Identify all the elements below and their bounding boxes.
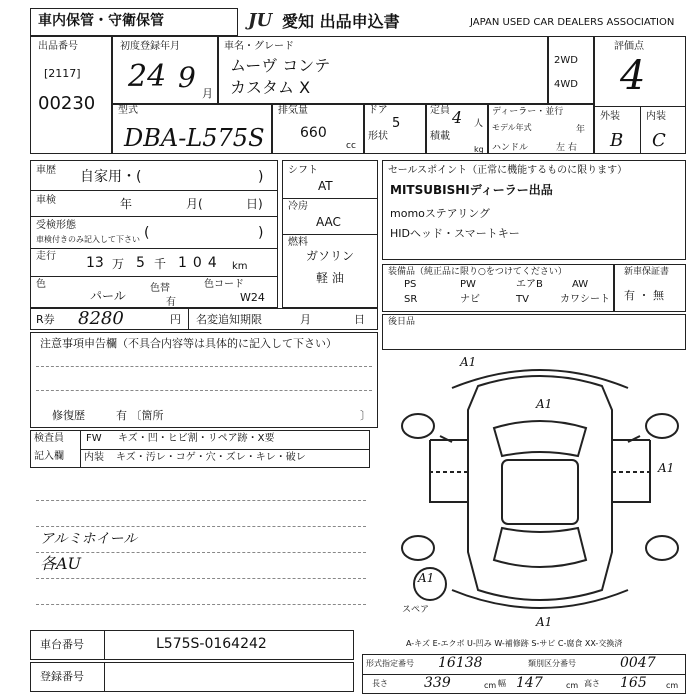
displacement-label: 排気量 xyxy=(278,105,308,116)
recycle-divider xyxy=(188,308,189,330)
ju-logo: JU xyxy=(248,10,273,31)
equipment-item: PW xyxy=(460,279,476,290)
hand-dash-5 xyxy=(36,604,366,605)
notes-label: 注意事項申告欄（不具合内容等は具体的に記入して下さい） xyxy=(40,337,337,350)
chassis-divider xyxy=(104,630,105,660)
first-reg-year: 24 xyxy=(128,59,167,94)
inspection-label: 車検 xyxy=(36,195,56,206)
later-docs-box xyxy=(382,314,686,350)
capacity-label: 定員 xyxy=(430,105,450,116)
rating-int-label: 内装 xyxy=(646,111,666,122)
name-change-month: 月 xyxy=(300,313,311,326)
int-items: キズ・汚レ・コゲ・穴・ズレ・キレ・破レ xyxy=(116,452,306,463)
diag-mark-rear: A1 xyxy=(536,615,553,629)
shift-rule xyxy=(282,198,378,199)
plate-divider xyxy=(104,662,105,692)
warranty-value: 有 ・ 無 xyxy=(624,289,664,302)
mileage-label: 走行 xyxy=(36,251,56,262)
rating-value: 4 xyxy=(620,53,646,99)
first-reg-month-unit: 月 xyxy=(202,87,213,100)
mileage-u1: 万 xyxy=(112,257,125,271)
length-unit: cm xyxy=(484,681,497,690)
equipment-item: エアB xyxy=(516,279,543,290)
color-value: パール xyxy=(90,289,126,303)
warranty-label: 新車保証書 xyxy=(624,267,670,277)
model-year-label: モデル年式 xyxy=(492,123,532,132)
repair-close: 〕 xyxy=(360,409,371,422)
recycle-value: 8280 xyxy=(78,308,124,329)
type-label: 形式指定番号 xyxy=(366,659,414,668)
mileage-rule xyxy=(30,276,278,277)
plate-label: 登録番号 xyxy=(40,670,84,683)
storage-label: 車内保管・守衛保管 xyxy=(38,13,164,29)
notes-dash-1 xyxy=(36,366,372,367)
class-label: 類別区分番号 xyxy=(528,659,576,668)
first-reg-month: 9 xyxy=(178,61,196,94)
diagram-legend: A-キズ E-エクボ U-凹み W-補修跡 S-サビ C-腐食 XX-交換済 xyxy=(406,639,623,648)
repair-value: 有 〔箇所 xyxy=(116,409,164,422)
load-unit: kg xyxy=(474,145,484,154)
model-year-unit: 年 xyxy=(576,125,586,135)
width-label: 幅 xyxy=(498,679,506,688)
length-value: 339 xyxy=(424,675,451,691)
hand-dash-2 xyxy=(36,526,366,527)
handle-label: ハンドル xyxy=(492,143,529,153)
sell-line2: momoステアリング xyxy=(390,207,491,220)
color-code-value: W24 xyxy=(240,291,265,304)
door-label: ドア xyxy=(368,105,388,116)
shape-label: 形状 xyxy=(368,131,388,142)
displacement-unit: cc xyxy=(346,141,356,151)
chassis-value: L575S-0164242 xyxy=(156,636,267,652)
hand-dash-3 xyxy=(36,552,366,553)
sell-points-label: セールスポイント（正常に機能するものに限ります） xyxy=(388,165,628,176)
length-label: 長さ xyxy=(372,679,388,688)
fw-items: キズ・凹・ヒビ割・リペア跡・X要 xyxy=(118,433,275,444)
mileage-d2: 5 xyxy=(136,255,145,271)
class-value: 0047 xyxy=(620,655,656,671)
model-value: DBA-L575S xyxy=(124,124,265,152)
receipt-open: ( xyxy=(144,225,150,241)
history-label: 車歴 xyxy=(36,165,56,176)
repair-label: 修復歴 xyxy=(52,409,85,422)
car-diagram xyxy=(390,352,690,627)
history-rule xyxy=(30,190,278,191)
car-name-label: 車名・グレード xyxy=(224,41,294,52)
history-close: ) xyxy=(258,169,264,185)
fuel-label: 燃料 xyxy=(288,237,308,248)
receipt-rule xyxy=(30,248,278,249)
diag-mark-front: A1 xyxy=(460,355,477,369)
notes-dash-2 xyxy=(36,390,372,391)
mileage-unit: km xyxy=(232,261,248,272)
hand-dash-1 xyxy=(36,500,366,501)
form-subtitle: JAPAN USED CAR DEALERS ASSOCIATION xyxy=(470,17,675,28)
shift-value: AT xyxy=(318,179,333,193)
mileage-d3: 104 xyxy=(178,255,223,271)
fuel-value: ガソリン xyxy=(306,249,355,263)
height-label: 高さ xyxy=(584,679,600,688)
color-label: 色 xyxy=(36,279,46,290)
later-docs-label: 後日品 xyxy=(388,317,416,327)
lot-bracket: [2117] xyxy=(44,67,81,80)
int-label: 内装 xyxy=(84,452,104,463)
inspection-month: 月( xyxy=(186,197,203,211)
height-unit: cm xyxy=(666,681,679,690)
hand-note-2: 各AU xyxy=(40,554,82,573)
type-value: 16138 xyxy=(438,655,483,671)
cooling-rule xyxy=(282,234,378,235)
displacement-value: 660 xyxy=(300,125,327,141)
lot-number: 00230 xyxy=(38,93,96,114)
handle-lr: 左 右 xyxy=(556,143,577,153)
inspection-year: 年 xyxy=(120,197,133,211)
rating-ext-value: B xyxy=(610,130,624,151)
equipment-item: SR xyxy=(404,294,418,305)
color-change-value: 有 xyxy=(166,297,176,308)
inspector-rule xyxy=(80,449,370,450)
car-name-line1: ムーヴ コンテ xyxy=(230,56,331,75)
cooling-value: AAC xyxy=(316,215,341,229)
receipt-note: 車検付きのみ記入して下さい xyxy=(36,235,140,244)
rating-int-value: C xyxy=(652,130,666,151)
model-label: 型式 xyxy=(118,105,138,116)
receipt-close: ) xyxy=(258,225,264,241)
spare-label: スペア xyxy=(402,605,430,615)
capacity-value: 4 xyxy=(452,108,463,127)
equipment-item: PS xyxy=(404,279,417,290)
rating-ext-label: 外装 xyxy=(600,111,620,122)
sell-line3: HIDヘッド・スマートキー xyxy=(390,227,520,240)
rating-label: 評価点 xyxy=(614,41,644,52)
name-change-day: 日 xyxy=(354,313,365,326)
shift-label: シフト xyxy=(288,165,318,176)
inspection-rule xyxy=(30,216,278,217)
mileage-u2: 千 xyxy=(154,257,167,271)
hand-dash-4 xyxy=(36,578,366,579)
equipment-label: 装備品（純正品に限り○をつけてください） xyxy=(388,267,567,277)
height-value: 165 xyxy=(620,675,647,691)
width-unit: cm xyxy=(566,681,579,690)
equipment-item: AW xyxy=(572,279,589,290)
fw-label: FW xyxy=(86,433,102,444)
receipt-label: 受検形態 xyxy=(36,220,76,231)
equipment-item: TV xyxy=(516,294,529,305)
equipment-item: ナビ xyxy=(460,294,480,305)
form-title: 愛知 出品申込書 xyxy=(282,12,400,31)
drive-4wd: 4WD xyxy=(554,79,578,90)
color-change-label: 色替 xyxy=(150,283,170,294)
cooling-label: 冷房 xyxy=(288,201,308,212)
drive-2wd: 2WD xyxy=(554,55,578,66)
inspector-label1: 検査員 xyxy=(34,433,64,444)
inspection-day: 日) xyxy=(246,197,263,211)
first-reg-label: 初度登録年月 xyxy=(120,41,180,52)
load-label: 積載 xyxy=(430,131,450,142)
width-value: 147 xyxy=(516,675,543,691)
lot-label: 出品番号 xyxy=(38,41,78,52)
hand-note-1: アルミホイール xyxy=(40,531,138,547)
drive-box xyxy=(548,36,594,104)
fuel-alt: 軽 油 xyxy=(316,271,344,285)
car-name-line2: カスタム X xyxy=(230,78,311,97)
sell-line1: MITSUBISHIディーラー出品 xyxy=(390,183,553,197)
inspector-label2: 記入欄 xyxy=(34,451,64,462)
diag-mark-hood: A1 xyxy=(536,397,553,411)
name-change-label: 名変追知期限 xyxy=(196,313,262,326)
capacity-unit: 人 xyxy=(474,119,484,129)
dealer-label: ディーラー・並行 xyxy=(492,107,564,117)
recycle-label: R券 xyxy=(36,313,55,326)
diag-mark-right: A1 xyxy=(658,461,675,475)
rating-mid xyxy=(640,106,641,154)
mileage-d1: 13 xyxy=(86,255,104,271)
recycle-unit: 円 xyxy=(170,313,181,326)
history-value: 自家用・( xyxy=(80,169,142,185)
chassis-label: 車台番号 xyxy=(40,638,84,651)
equipment-item: カワシート xyxy=(560,294,610,305)
diag-mark-left-rear: A1 xyxy=(418,571,435,585)
door-value: 5 xyxy=(392,116,401,131)
color-code-label: 色コード xyxy=(204,279,244,290)
